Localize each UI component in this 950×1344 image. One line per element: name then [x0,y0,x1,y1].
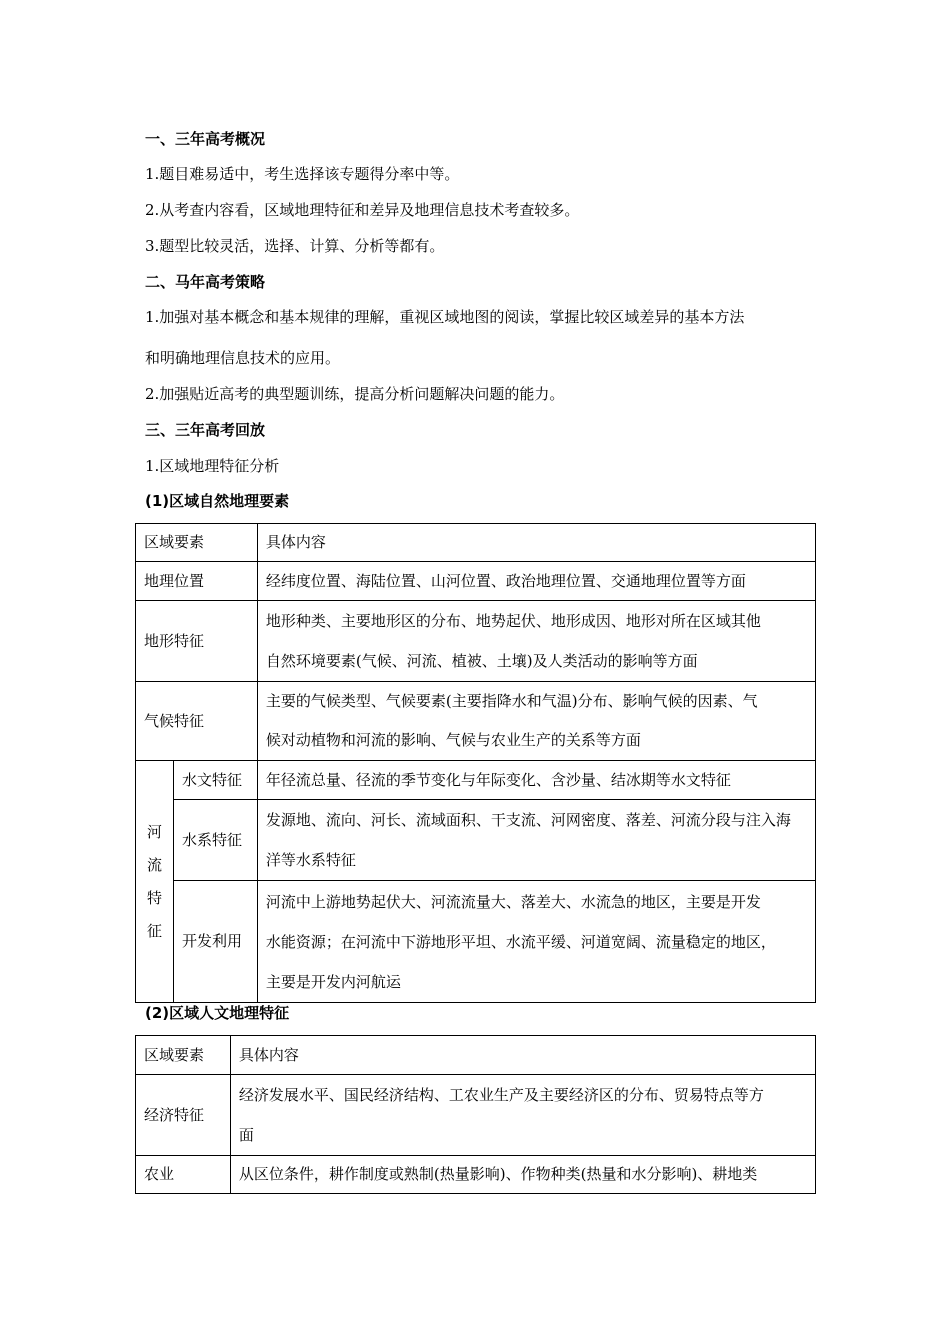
row-content: 经纬度位置、海陆位置、山河位置、政治地理位置、交通地理位置等方面 [257,562,815,601]
table-row [136,881,816,1003]
table-row [136,524,816,562]
natural-geography-table [135,523,816,1003]
row-label: 经济特征 [136,1075,231,1156]
section-1-item-2: 2.从考查内容看，区域地理特征和差异及地理信息技术考查较多。 [145,201,580,219]
row-content: 从区位条件，耕作制度或熟制(热量影响)、作物种类(热量和水分影响)、耕地类 [230,1156,815,1194]
row-content: 年径流总量、径流的季节变化与年际变化、含沙量、结冰期等水文特征 [257,761,815,800]
table-row [136,800,816,881]
table-row [136,682,816,761]
row-label: 水系特征 [173,800,257,881]
table-2-title: (2)区域人文地理特征 [145,1004,290,1022]
row-label: 农业 [136,1156,231,1194]
row-content: 地形种类、主要地形区的分布、地势起伏、地形成因、地形对所在区域其他 自然环境要素(气候、河流、植被、土壤)及人类活动的影响等方面 [257,601,815,682]
table-row [136,601,816,682]
section-2-item-1-line-1: 1.加强对基本概念和基本规律的理解，重视区域地图的阅读，掌握比较区域差异的基本方法 [145,308,745,326]
row-label: 地理位置 [136,562,258,601]
section-1-title: 一、三年高考概况 [145,130,266,148]
river-group-label: 河 流 特 征 [136,761,174,1003]
table-1-title: (1)区域自然地理要素 [145,492,290,510]
row-content: 发源地、流向、河长、流域面积、干支流、河网密度、落差、河流分段与注入海 洋等水系特征 [257,800,815,881]
section-1-item-3: 3.题型比较灵活，选择、计算、分析等都有。 [145,237,445,255]
row-label: 地形特征 [136,601,258,682]
human-geography-table [135,1035,816,1194]
table-row [136,1036,816,1075]
table-header-cell: 具体内容 [257,524,815,562]
table-row [136,761,816,800]
row-label: 开发利用 [173,881,257,1003]
table-header-cell: 区域要素 [136,524,258,562]
row-label: 水文特征 [173,761,257,800]
section-2-title: 二、马年高考策略 [145,273,266,291]
table-row [136,562,816,601]
section-3-title: 三、三年高考回放 [145,421,266,439]
row-content: 经济发展水平、国民经济结构、工农业生产及主要经济区的分布、贸易特点等方 面 [230,1075,815,1156]
row-label: 气候特征 [136,682,258,761]
section-3-subtitle: 1.区域地理特征分析 [145,457,280,475]
row-content: 河流中上游地势起伏大、河流流量大、落差大、水流急的地区，主要是开发 水能资源；在河流中下游地形平坦、水流平缓、河道宽阔、流量稳定的地区， 主要是开发内河航运 [257,881,815,1003]
table-header-cell: 具体内容 [230,1036,815,1075]
section-1-item-1: 1.题目难易适中，考生选择该专题得分率中等。 [145,165,460,183]
section-2-item-2: 2.加强贴近高考的典型题训练，提高分析问题解决问题的能力。 [145,385,565,403]
section-2-item-1-line-2: 和明确地理信息技术的应用。 [145,349,341,367]
table-row [136,1156,816,1194]
row-content: 主要的气候类型、气候要素(主要指降水和气温)分布、影响气候的因素、气 候对动植物和河流的影响、气候与农业生产的关系等方面 [257,682,815,761]
table-row [136,1075,816,1156]
table-header-cell: 区域要素 [136,1036,231,1075]
